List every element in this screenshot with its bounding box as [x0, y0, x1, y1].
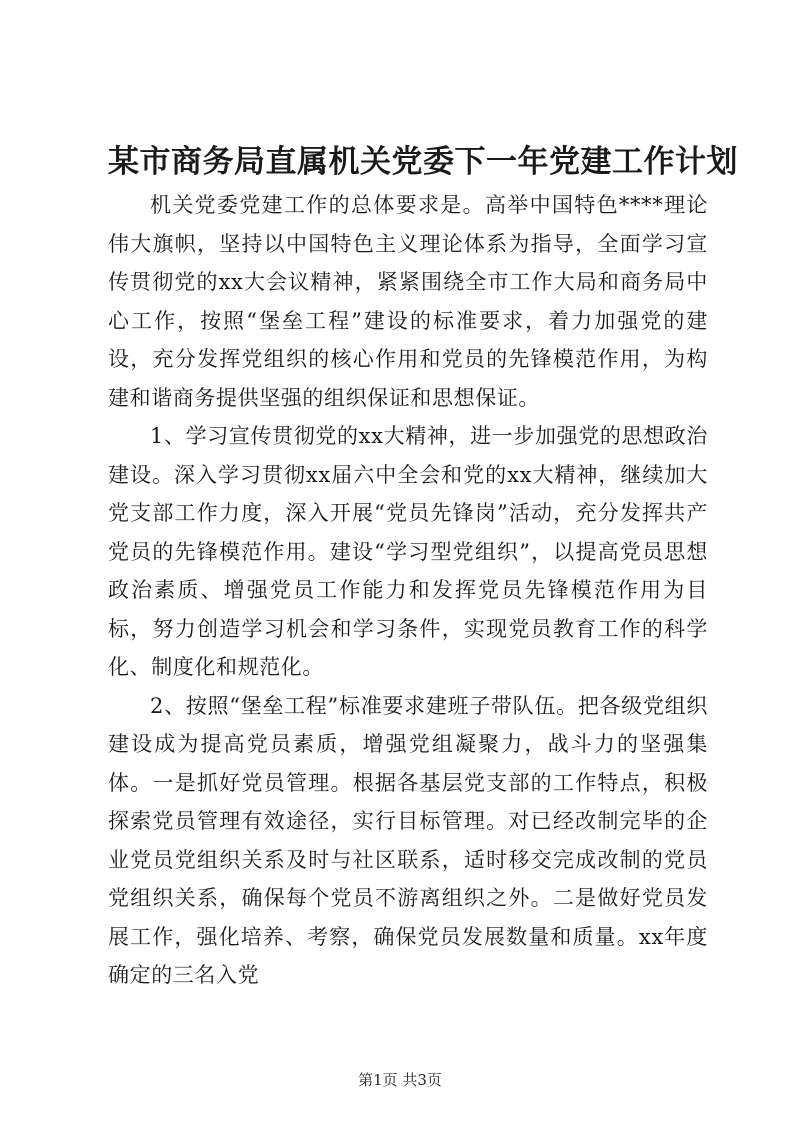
page-number-footer: 第1页 共3页 [358, 1071, 442, 1089]
document-body [108, 186, 708, 995]
paragraph-item-2: 2、按照“堡垒工程”标准要求建班子带队伍。把各级党组织建设成为提高党员素质，增强党组凝聚力，战斗力的坚强集体。一是抓好党员管理。根据各基层党支部的工作特点，积极探索党员管理有效途径，实行目标管理。对已经改制完毕的企业党员党组织关系及时与社区联系，适时移交完成改制的党员党组织关系，确保每个党员不游离组织之外。二是做好党员发展工作，强化培养、考察，确保党员发展数量和质量。xx年度确定的三名入党 [108, 693, 708, 987]
document-title: 某市商务局直属机关党委下一年党建工作计划 [108, 144, 738, 180]
paragraph-intro: 机关党委党建工作的总体要求是。高举中国特色****理论伟大旗帜，坚持以中国特色主义理论体系为指导，全面学习宣传贯彻党的xx大会议精神，紧紧围绕全市工作大局和商务局中心工作，按照“堡垒工程”建设的标准要求，着力加强党的建设，充分发挥党组织的核心作用和党员的先锋模范作用，为构建和谐商务提供坚强的组织保证和思想保证。 [108, 193, 708, 410]
paragraph-item-1: 1、学习宣传贯彻党的xx大精神，进一步加强党的思想政治建设。深入学习贯彻xx届六中全会和党的xx大精神，继续加大党支部工作力度，深入开展“党员先锋岗”活动，充分发挥共产党员的先锋模范作用。建设“学习型党组织”，以提高党员思想政治素质、增强党员工作能力和发挥党员先锋模范作用为目标，努力创造学习机会和学习条件，实现党员教育工作的科学化、制度化和规范化。 [108, 424, 708, 679]
